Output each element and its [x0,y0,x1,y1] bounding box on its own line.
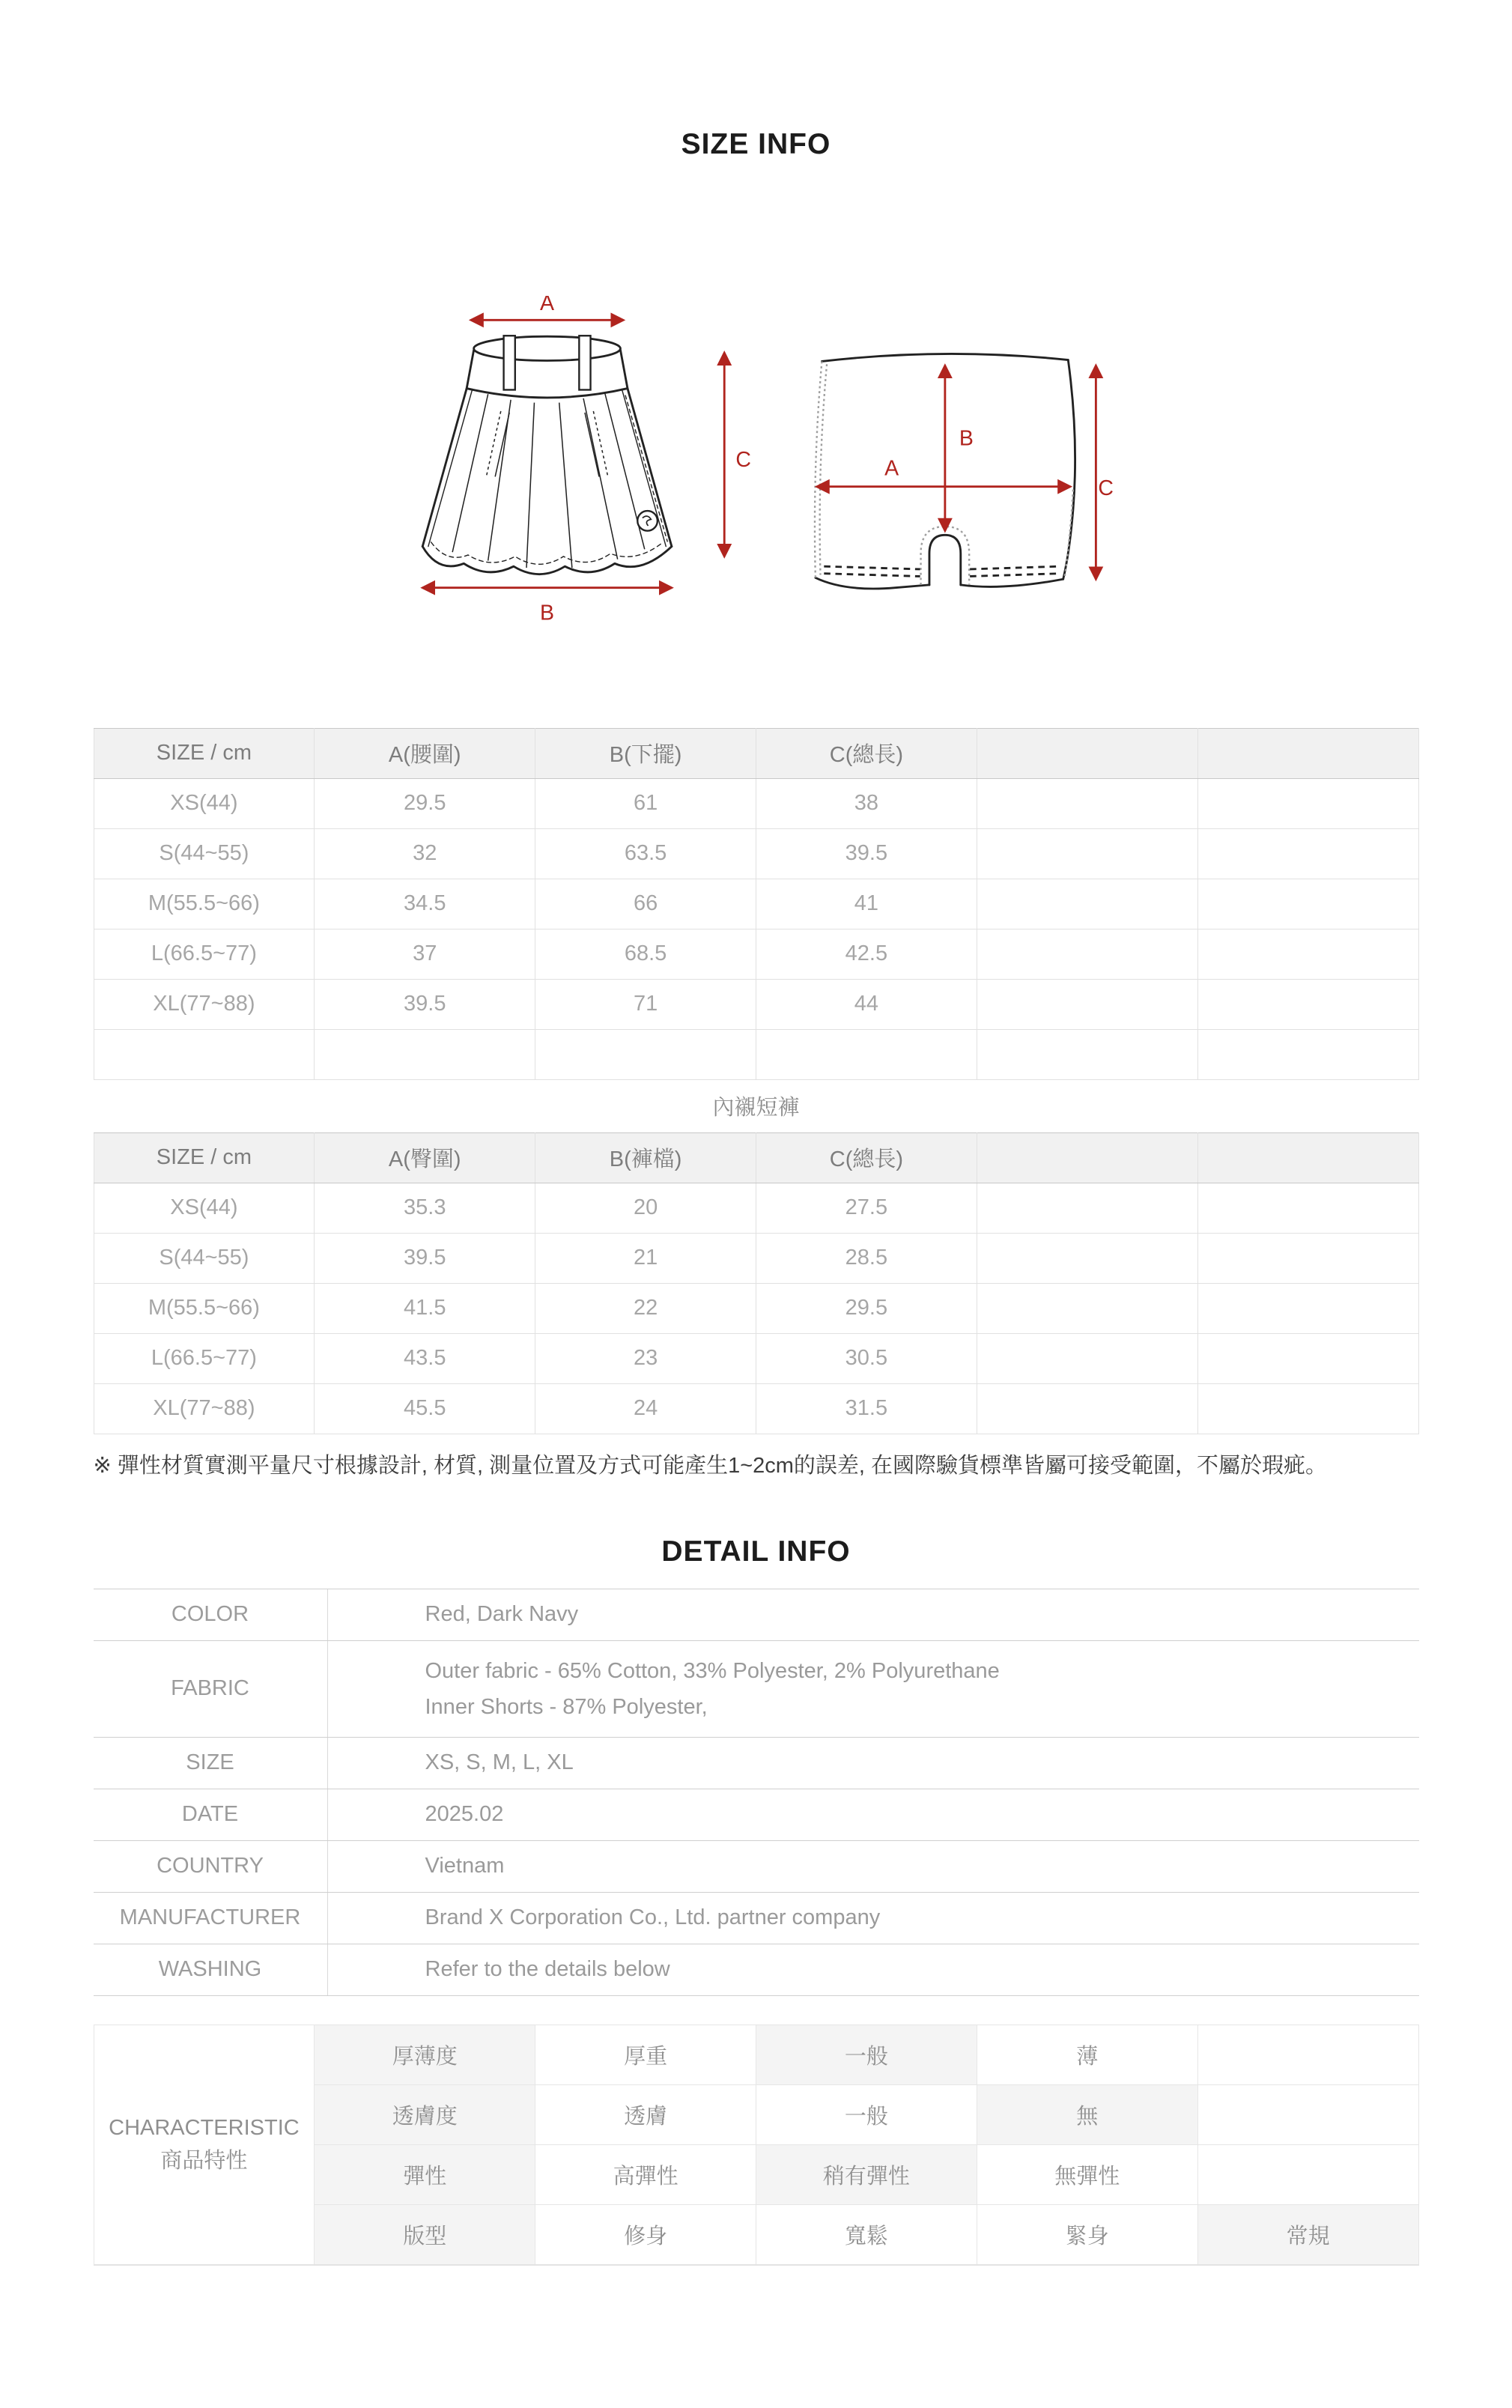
skirt-label-b: B [539,601,554,625]
characteristic-table [94,2025,1419,2266]
empty-cell [977,1233,1197,1283]
value-cell: 29.5 [315,778,535,828]
col-header-size: SIZE / cm [94,1132,315,1183]
characteristic-option: 薄 [977,2025,1197,2084]
empty-cell [977,879,1197,929]
skirt-belt-loops [503,336,590,389]
table-row [94,1233,1418,1283]
characteristic-option-selected: 稍有彈性 [756,2144,977,2204]
measurement-note: ※ 彈性材質實測平量尺寸根據設計, 材質, 測量位置及方式可能產生1~2cm的誤差, 在國際驗貨標準皆屬可接受範圍，不屬於瑕疵。 [93,1453,1328,1478]
characteristic-option-selected: 無 [977,2084,1197,2144]
value-cell: 24 [535,1383,756,1434]
fabric-line-2: Inner Shorts - 87% Polyester, [425,1694,708,1719]
size-cell: S(44~55) [94,1233,315,1283]
detail-label: SIZE [94,1737,328,1789]
empty-cell [977,1183,1197,1233]
detail-value: Refer to the details below [327,1944,1419,1995]
empty-cell [1197,828,1418,879]
col-header-b: B(褲檔) [535,1132,756,1183]
inner-shorts-title: 內襯短褲 [712,1095,800,1120]
table-row-empty [94,1029,1418,1079]
value-cell: 29.5 [756,1283,977,1333]
empty-cell [756,1029,977,1079]
empty-cell [977,929,1197,979]
characteristic-row-thickness [94,2025,1418,2084]
skirt-label-a: A [539,296,554,316]
col-header-empty [977,1132,1197,1183]
value-cell: 21 [535,1233,756,1283]
empty-cell [977,828,1197,879]
table-row [94,778,1418,828]
characteristic-title-en: CHARACTERISTIC [109,2116,300,2141]
empty-cell [1197,979,1418,1029]
empty-cell [1197,1233,1418,1283]
detail-row-color [94,1589,1419,1640]
empty-cell [535,1029,756,1079]
inner-shorts-size-table [94,1132,1419,1434]
skirt-logo [637,511,658,531]
value-cell: 22 [535,1283,756,1333]
table-row [94,929,1418,979]
col-header-size: SIZE / cm [94,728,315,778]
detail-label: MANUFACTURER [94,1892,328,1944]
detail-label: WASHING [94,1944,328,1995]
empty-cell [977,778,1197,828]
col-header-b: B(下擺) [535,728,756,778]
value-cell: 71 [535,979,756,1029]
empty-cell [94,1029,315,1079]
col-header-empty [977,728,1197,778]
characteristic-option: 緊身 [977,2204,1197,2265]
empty-cell [1197,879,1418,929]
detail-value: Red, Dark Navy [327,1589,1419,1640]
value-cell: 66 [535,879,756,929]
empty-cell [977,979,1197,1029]
detail-row-date [94,1789,1419,1840]
value-cell: 39.5 [756,828,977,879]
garment-measurement-diagram [397,296,1116,631]
size-cell: L(66.5~77) [94,1333,315,1383]
characteristic-header [94,2025,315,2265]
table-row [94,1183,1418,1233]
empty-cell [1197,1333,1418,1383]
value-cell: 31.5 [756,1383,977,1434]
characteristic-category: 透膚度 [315,2084,535,2144]
size-cell: L(66.5~77) [94,929,315,979]
empty-cell [977,1283,1197,1333]
skirt-label-c: C [735,448,751,473]
value-cell: 39.5 [315,1233,535,1283]
detail-info-table [94,1589,1419,1996]
col-header-c: C(總長) [756,728,977,778]
characteristic-option [1197,2084,1418,2144]
characteristic-option: 無彈性 [977,2144,1197,2204]
value-cell: 20 [535,1183,756,1233]
shorts-label-a: A [884,456,899,481]
header-row [94,1132,1418,1183]
detail-row-fabric [94,1640,1419,1737]
detail-row-country [94,1840,1419,1892]
characteristic-option: 修身 [535,2204,756,2265]
empty-cell [977,1333,1197,1383]
characteristic-option-selected: 常規 [1197,2204,1418,2265]
size-info-page [94,127,1419,2408]
detail-info-title: DETAIL INFO [661,1535,851,1568]
detail-label: DATE [94,1789,328,1840]
col-header-empty [1197,728,1418,778]
characteristic-category: 厚薄度 [315,2025,535,2084]
header-row [94,728,1418,778]
value-cell: 45.5 [315,1383,535,1434]
detail-value: Vietnam [327,1840,1419,1892]
detail-value: 2025.02 [327,1789,1419,1840]
value-cell: 23 [535,1333,756,1383]
garment-diagram [397,296,1116,631]
table-row [94,828,1418,879]
value-cell: 39.5 [315,979,535,1029]
shorts-hem-stitching [824,566,1060,576]
detail-row-size [94,1737,1419,1789]
value-cell: 61 [535,778,756,828]
value-cell: 27.5 [756,1183,977,1233]
characteristic-option: 厚重 [535,2025,756,2084]
table-row [94,1333,1418,1383]
empty-cell [977,1383,1197,1434]
characteristic-option: 寬鬆 [756,2204,977,2265]
value-cell: 38 [756,778,977,828]
empty-cell [977,1029,1197,1079]
value-cell: 41 [756,879,977,929]
size-cell: XL(77~88) [94,1383,315,1434]
value-cell: 44 [756,979,977,1029]
shorts-dimension-arrows [816,366,1096,579]
empty-cell [1197,1029,1418,1079]
detail-value: Brand X Corporation Co., Ltd. partner company [327,1892,1419,1944]
size-cell: XS(44) [94,1183,315,1233]
size-cell: M(55.5~66) [94,1283,315,1333]
detail-value [327,1640,1419,1737]
value-cell: 43.5 [315,1333,535,1383]
bottom-spacer [94,2266,1419,2408]
detail-value: XS, S, M, L, XL [327,1737,1419,1789]
empty-cell [315,1029,535,1079]
characteristic-option [1197,2025,1418,2084]
table-row [94,979,1418,1029]
detail-row-washing [94,1944,1419,1995]
col-header-a: A(臀圍) [315,1132,535,1183]
value-cell: 68.5 [535,929,756,979]
characteristic-category: 彈性 [315,2144,535,2204]
value-cell: 41.5 [315,1283,535,1333]
shorts-label-c: C [1097,476,1114,501]
characteristic-title-zh: 商品特性 [160,2149,248,2174]
value-cell: 37 [315,929,535,979]
value-cell: 42.5 [756,929,977,979]
empty-cell [1197,929,1418,979]
size-cell: XS(44) [94,778,315,828]
value-cell: 30.5 [756,1333,977,1383]
shorts-label-b: B [959,426,974,451]
detail-row-manufacturer [94,1892,1419,1944]
characteristic-option: 高彈性 [535,2144,756,2204]
detail-label: COUNTRY [94,1840,328,1892]
characteristic-option: 透膚 [535,2084,756,2144]
detail-label: FABRIC [94,1640,328,1737]
skirt-outline [422,336,672,574]
size-info-title: SIZE INFO [681,128,831,160]
detail-label: COLOR [94,1589,328,1640]
table-row [94,1283,1418,1333]
skirt-size-table [94,728,1419,1080]
table-row [94,1383,1418,1434]
size-cell: S(44~55) [94,828,315,879]
characteristic-option-selected: 一般 [756,2025,977,2084]
value-cell: 63.5 [535,828,756,879]
size-cell: XL(77~88) [94,979,315,1029]
empty-cell [1197,1183,1418,1233]
characteristic-option [1197,2144,1418,2204]
fabric-line-1: Outer fabric - 65% Cotton, 33% Polyester, 2% Polyurethane [425,1658,1000,1683]
empty-cell [1197,778,1418,828]
skirt-pleats [452,392,645,568]
empty-cell [1197,1383,1418,1434]
value-cell: 32 [315,828,535,879]
value-cell: 34.5 [315,879,535,929]
value-cell: 28.5 [756,1233,977,1283]
characteristic-category: 版型 [315,2204,535,2265]
col-header-a: A(腰圍) [315,728,535,778]
col-header-c: C(總長) [756,1132,977,1183]
characteristic-option: 一般 [756,2084,977,2144]
size-cell: M(55.5~66) [94,879,315,929]
value-cell: 35.3 [315,1183,535,1233]
col-header-empty [1197,1132,1418,1183]
empty-cell [1197,1283,1418,1333]
table-row [94,879,1418,929]
